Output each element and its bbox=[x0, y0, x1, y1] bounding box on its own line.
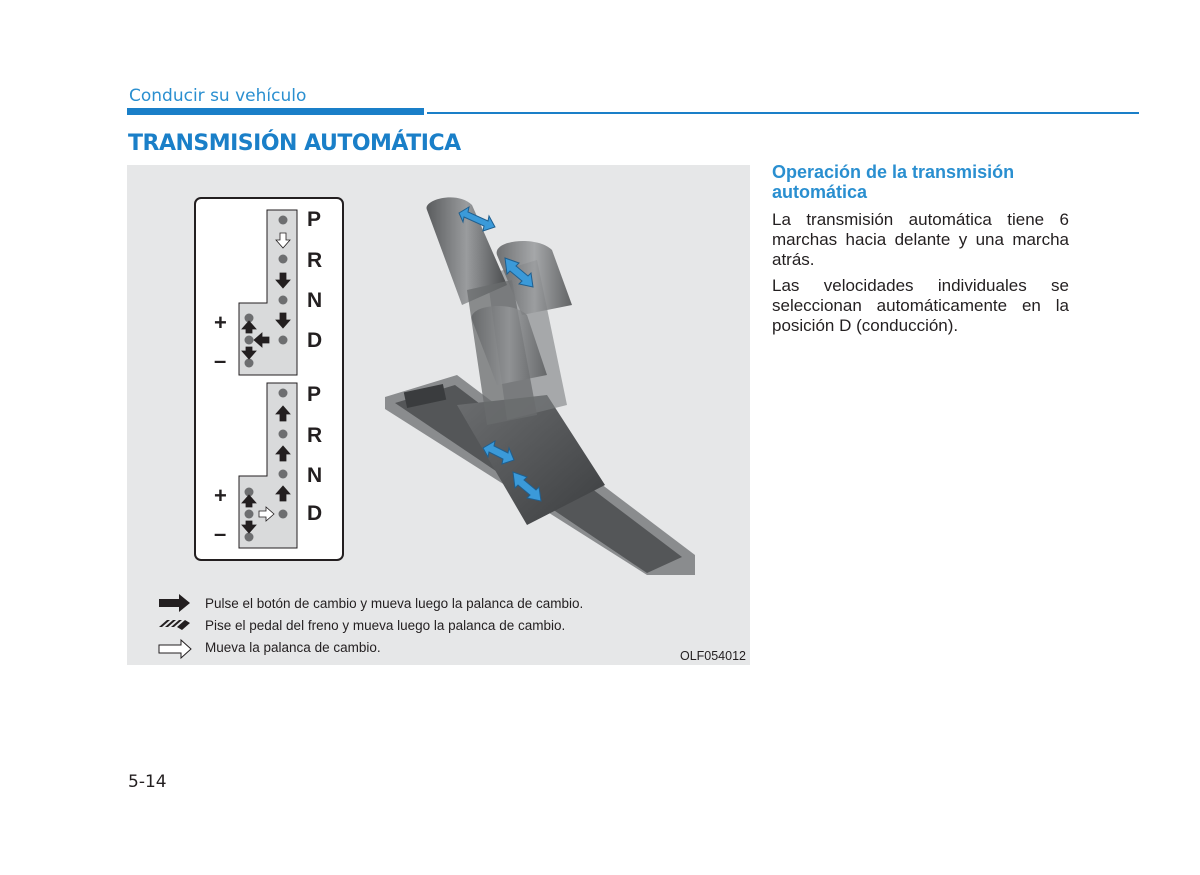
figure-code: OLF054012 bbox=[679, 649, 746, 663]
header-rule-thick bbox=[127, 108, 424, 115]
content-heading: Operación de la transmisión automática bbox=[772, 162, 1015, 202]
paragraph-1: La transmisión automática tiene 6 marchas hacia delante y una marcha atrás. bbox=[772, 210, 1069, 269]
console-drawing bbox=[385, 197, 695, 575]
plus-sign-lower: + bbox=[214, 483, 227, 508]
legend-text-3: Mueva la palanca de cambio. bbox=[205, 640, 381, 655]
solid-arrow-icon bbox=[159, 594, 190, 612]
plus-sign-upper: + bbox=[214, 310, 227, 335]
outline-arrow-icon bbox=[159, 640, 191, 658]
header-rule-thin bbox=[427, 112, 1139, 114]
gate-letter-n-lower: N bbox=[307, 464, 323, 487]
shift-lever-figure bbox=[127, 165, 750, 665]
gate-letter-p-upper: P bbox=[307, 208, 322, 231]
gate-letter-r-upper: R bbox=[307, 249, 323, 272]
gate-letter-n-upper: N bbox=[307, 289, 323, 312]
gate-letter-d-upper: D bbox=[307, 329, 323, 352]
gate-letter-p-lower: P bbox=[307, 383, 322, 406]
minus-sign-upper: – bbox=[214, 348, 227, 373]
legend-text-1: Pulse el botón de cambio y mueva luego la palanca de cambio. bbox=[205, 596, 584, 611]
paragraph-2: Las velocidades individuales se seleccionan automáticamente en la posición D (conducción). bbox=[772, 276, 1069, 335]
legend-icons bbox=[159, 594, 191, 658]
figure-drawing bbox=[127, 165, 750, 665]
gate-letter-d-lower: D bbox=[307, 502, 323, 525]
hatched-arrow-icon bbox=[159, 620, 190, 630]
page-number: 5-14 bbox=[128, 772, 167, 792]
gate-letter-r-lower: R bbox=[307, 424, 323, 447]
section-title: TRANSMISIÓN AUTOMÁTICA bbox=[128, 131, 461, 156]
content-column bbox=[772, 162, 1069, 342]
minus-sign-lower: – bbox=[214, 521, 227, 546]
legend-text-2: Pise el pedal del freno y mueva luego la palanca de cambio. bbox=[205, 618, 566, 633]
header-section-label: Conducir su vehículo bbox=[129, 86, 307, 106]
